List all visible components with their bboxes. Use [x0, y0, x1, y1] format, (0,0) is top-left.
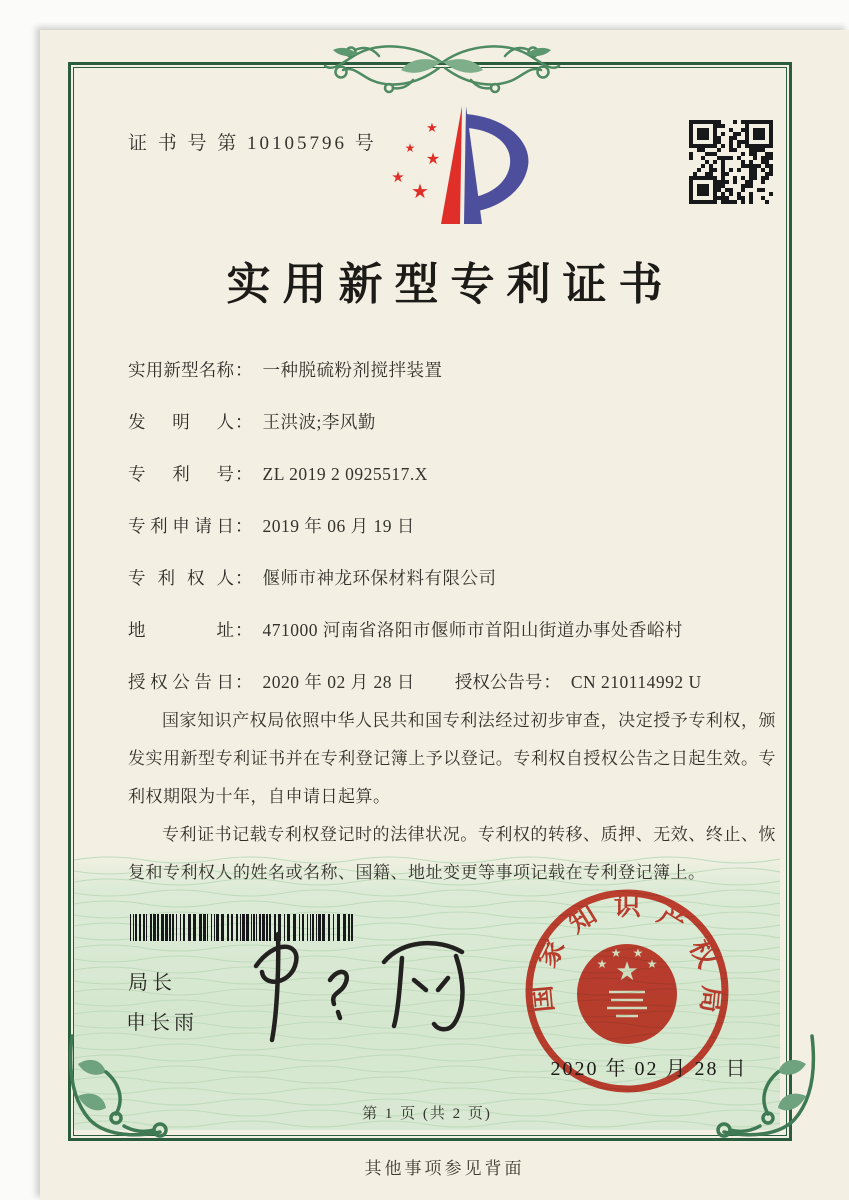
svg-text:★: ★: [610, 946, 622, 960]
svg-text:★: ★: [425, 149, 441, 168]
field-value-name: 一种脱硫粉剂搅拌装置: [262, 360, 443, 380]
corner-ornament-left: [64, 1034, 184, 1138]
field-label: 实用新型名称: [128, 360, 234, 380]
svg-text:★: ★: [646, 957, 658, 971]
legal-paragraph-1: 国家知识产权局依照中华人民共和国专利法经过初步审查，决定授予专利权，颁发实用新型专利证书并在专利登记簿上予以登记。专利权自授权公告之日起生效。专利权期限为十年，自申请日起算。: [128, 711, 776, 806]
field-row-inventor: 发明人 ： 王洪波;李风勤: [128, 408, 788, 436]
certificate-number: 证 书 号 第 10105796 号: [128, 133, 377, 154]
svg-text:★: ★: [404, 141, 416, 155]
director-title: 局长: [128, 972, 176, 994]
field-label: 专利申请日: [128, 516, 234, 536]
field-label: 专利号: [128, 464, 234, 484]
field-row-grant: 授权公告日 ： 2020 年 02 月 28 日 授权公告号 ： CN 210114992 U: [128, 668, 788, 696]
legal-paragraph-2: 专利证书记载专利权登记时的法律状况。专利权的转移、质押、无效、终止、恢复和专利权人的姓名或名称、国籍、地址变更等事项记载在专利登记簿上。: [128, 825, 776, 882]
field-row-address: 地址 ： 471000 河南省洛阳市偃师市首阳山街道办事处香峪村: [128, 616, 788, 644]
cnipa-logo: [370, 100, 540, 230]
national-emblem: [577, 944, 677, 1044]
field-value-inventor: 王洪波;李风勤: [262, 412, 376, 432]
legal-text: [128, 702, 776, 892]
field-value-grant-date: 2020 年 02 月 28 日: [262, 672, 415, 692]
field-value-address: 471000 河南省洛阳市偃师市首阳山街道办事处香峪村: [262, 620, 683, 640]
svg-text:★: ★: [596, 957, 608, 971]
field-value-grant-no: CN 210114992 U: [570, 672, 702, 692]
svg-text:★: ★: [411, 179, 429, 203]
handwritten-signature: [234, 928, 484, 1048]
certificate-title: 实用新型专利证书: [226, 260, 675, 309]
field-row-patent-no: 专利号 ： ZL 2019 2 0925517.X: [128, 460, 788, 488]
svg-text:★: ★: [391, 168, 405, 186]
certificate-paper: [40, 30, 849, 1200]
qr-code: [685, 116, 777, 208]
field-value-patentee: 偃师市神龙环保材料有限公司: [262, 568, 497, 588]
top-flourish-ornament: [317, 36, 567, 96]
field-label: 专利权人: [128, 568, 234, 588]
corner-ornament-right: [700, 1034, 820, 1138]
seal-text: 国家知识产权局: [526, 890, 728, 1015]
svg-text:★: ★: [615, 957, 639, 987]
field-row-patentee: 专利权人 ： 偃师市神龙环保材料有限公司: [128, 564, 788, 592]
field-list: [128, 356, 788, 720]
field-label: 授权公告号: [454, 672, 543, 692]
svg-text:★: ★: [632, 946, 644, 960]
page-number: 第 1 页 (共 2 页): [362, 1106, 492, 1122]
field-row-name: 实用新型名称 ： 一种脱硫粉剂搅拌装置: [128, 356, 788, 384]
field-row-filing-date: 专利申请日 ： 2019 年 06 月 19 日: [128, 512, 788, 540]
field-value-patent-no: ZL 2019 2 0925517.X: [262, 464, 428, 484]
field-label: 地址: [128, 620, 234, 640]
field-value-filing-date: 2019 年 06 月 19 日: [262, 516, 415, 536]
field-label: 授权公告日: [128, 672, 234, 692]
seal-date: 2020 年 02 月 28 日: [550, 1058, 748, 1080]
director-name: 申长雨: [126, 1012, 198, 1034]
field-label: 发明人: [128, 412, 234, 432]
back-note: 其他事项参见背面: [364, 1159, 525, 1178]
svg-text:★: ★: [426, 121, 438, 136]
